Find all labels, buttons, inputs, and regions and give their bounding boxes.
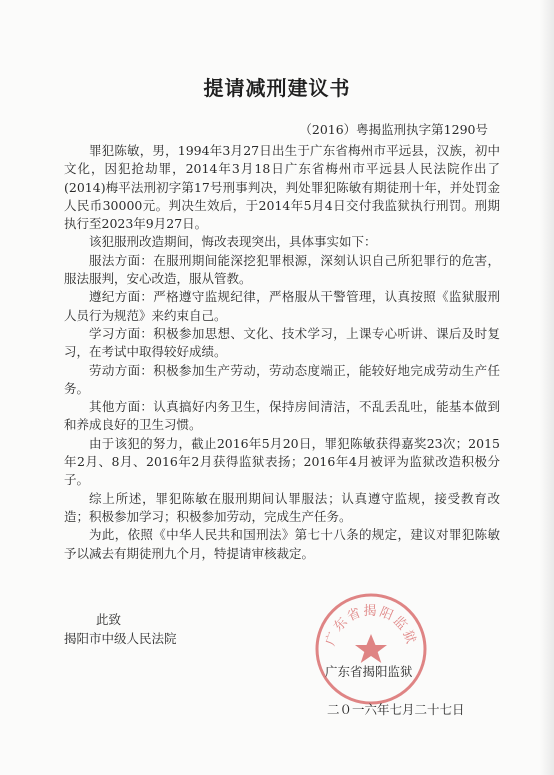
paragraph-awards: 由于该犯的努力，截止2016年5月20日，罪犯陈敏获得嘉奖23次；2015年2月、8月、2016年2月获得监狱表扬；2016年4月被评为监狱改造积极分子。 <box>64 435 500 488</box>
paragraph-labor: 劳动方面：积极参加生产劳动，劳动态度端正，能较好地完成劳动生产任务。 <box>64 362 500 396</box>
paragraph-other: 其他方面：认真搞好内务卫生，保持房间清洁，不乱丢乱吐，能基本做到和养成良好的卫生习惯。 <box>64 399 500 433</box>
paragraph-summary: 综上所述，罪犯陈敏在服刑期间认罪服法；认真遵守监规，接受教育改造；积极参加学习；积极参加劳动，完成生产任务。 <box>64 490 500 524</box>
official-seal-icon <box>312 590 430 708</box>
svg-text:广东省揭阳监狱: 广东省揭阳监狱 <box>323 604 419 648</box>
paragraph-recommendation: 为此，依照《中华人民共和国刑法》第七十八条的规定，建议对罪犯陈敏予以减去有期徒刑九个月，特提请审核裁定。 <box>64 527 500 561</box>
paragraph-intro: 该犯服刑改造期间，悔改表现突出，具体事实如下： <box>89 234 377 250</box>
issuing-authority: 广东省揭阳监狱 <box>325 664 413 679</box>
paragraph-obedience: 服法方面：在服刑期间能深挖犯罪根源，深刻认识自己所犯罪行的危害，服法服判，安心改造，服从管教。 <box>64 252 500 287</box>
paragraph-study: 学习方面：积极参加思想、文化、技术学习，上课专心听讲、课后及时复习，在考试中取得较好成绩。 <box>64 325 500 360</box>
closing-salutation: 此致 <box>96 612 122 627</box>
document-title: 提请减刑建议书 <box>203 76 351 100</box>
paragraph-criminal-info: 罪犯陈敏，男，1994年3月27日出生于广东省梅州市平远县，汉族，初中文化，因犯抢劫罪，2014年3月18日广东省梅州市平远县人民法院作出了(2014)梅平法刑初字第17号刑事判决，判处罪犯陈敏有期徒刑十年，并处罚金人民币30000元。判决生效后，于2014年5月4日交付我监狱执行刑罚。刑期执行至2023年9月27日。 <box>64 143 500 232</box>
recipient-court: 揭阳市中级人民法院 <box>64 631 177 646</box>
page-edge-shadow <box>540 0 554 775</box>
document-number: （2016）粤揭监刑执字第1290号 <box>299 122 488 137</box>
document-date: 二０一六年七月二十七日 <box>327 702 465 717</box>
document-body <box>64 142 500 563</box>
paragraph-discipline: 遵纪方面：严格遵守监规纪律，严格服从干警管理，认真按照《监狱服刑人员行为规范》来约束自己。 <box>64 289 500 323</box>
